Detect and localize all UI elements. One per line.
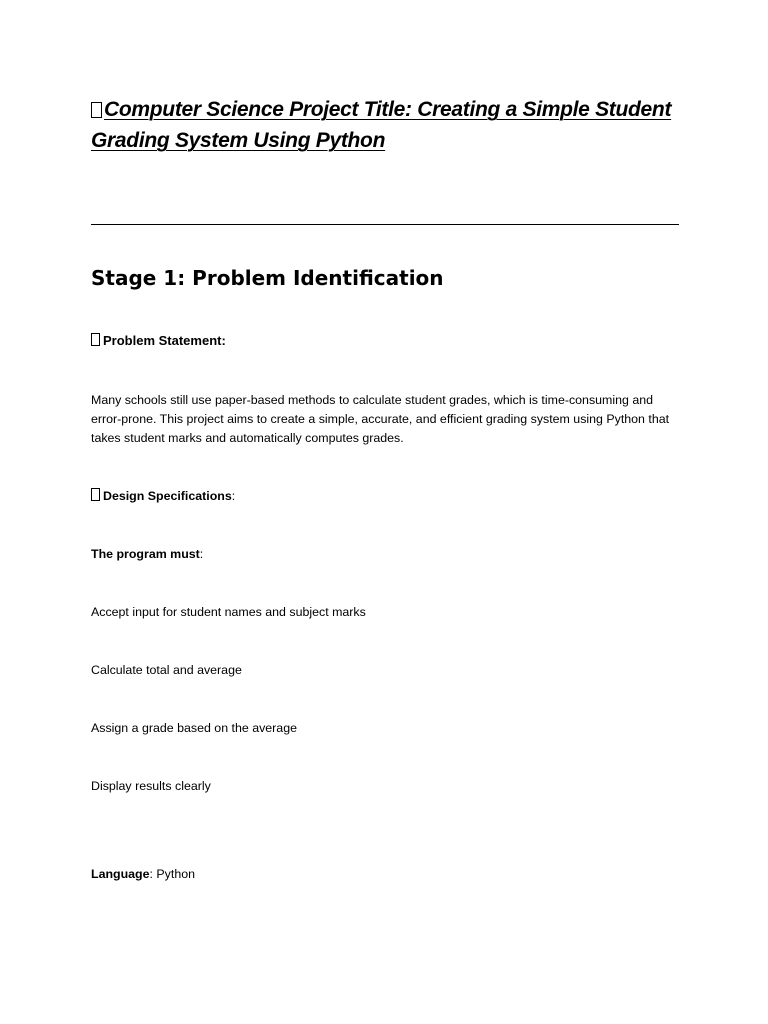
project-title bbox=[91, 94, 679, 156]
horizontal-rule bbox=[91, 224, 679, 225]
program-must-colon: : bbox=[199, 547, 204, 561]
program-must-label: The program must bbox=[91, 547, 200, 561]
project-title-text: Computer Science Project Title: Creating a Simple Student Grading System Using Python bbox=[91, 98, 672, 152]
missing-glyph-icon bbox=[91, 333, 100, 346]
design-specifications-label bbox=[91, 487, 235, 505]
requirement-item: Accept input for student names and subject marks bbox=[91, 605, 366, 619]
requirement-item: Display results clearly bbox=[91, 779, 211, 793]
language-label: Language bbox=[91, 867, 150, 881]
language-colon: : bbox=[149, 867, 157, 881]
requirement-item: Calculate total and average bbox=[91, 663, 242, 677]
problem-statement-label bbox=[91, 332, 226, 350]
language-line bbox=[91, 865, 195, 883]
program-must-intro bbox=[91, 545, 203, 563]
design-specifications-label-text: Design Specifications bbox=[103, 489, 232, 503]
missing-glyph-icon bbox=[91, 102, 102, 118]
design-specifications-colon: : bbox=[231, 489, 236, 503]
stage-heading: Stage 1: Problem Identification bbox=[91, 266, 444, 290]
missing-glyph-icon bbox=[91, 488, 100, 501]
requirement-item: Assign a grade based on the average bbox=[91, 721, 297, 735]
problem-statement-label-text: Problem Statement: bbox=[103, 333, 226, 348]
language-value: Python bbox=[156, 867, 195, 881]
problem-statement-text: Many schools still use paper-based methods to calculate student grades, which is time-consuming and error-prone. This project aims to create a simple, accurate, and efficient grading system using Python that takes student marks and automatically computes grades. bbox=[91, 393, 670, 445]
